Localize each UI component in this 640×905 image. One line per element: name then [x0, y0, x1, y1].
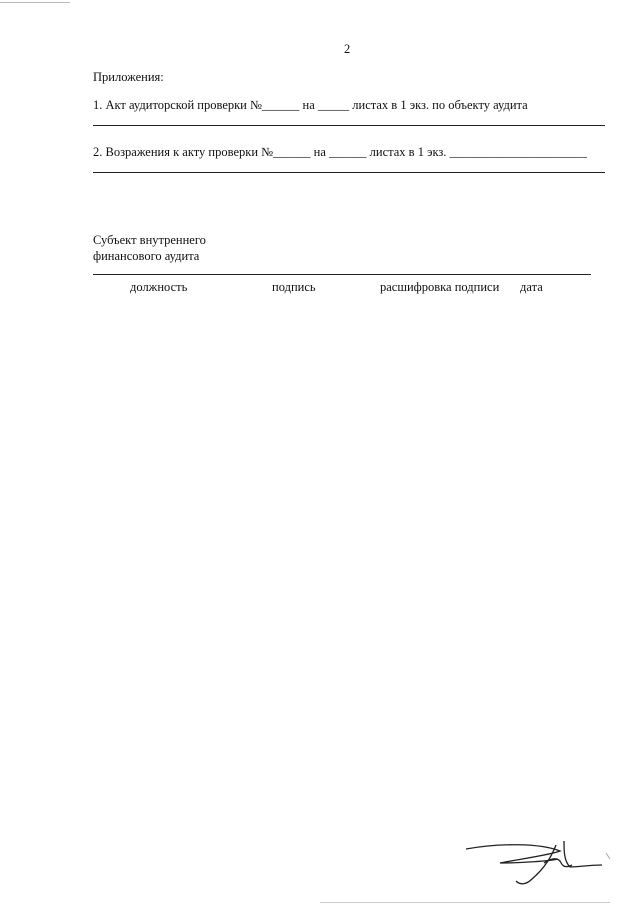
field-label-date: дата	[520, 280, 543, 294]
appendix-item-2: 2. Возражения к акту проверки №______ на ______ листах в 1 экз. ______________________	[93, 145, 588, 159]
field-label-transcript: расшифровка подписи	[380, 280, 500, 294]
signature-block-line	[93, 274, 591, 275]
subject-line-2: финансового аудита	[93, 249, 200, 263]
appendix-item-1: 1. Акт аудиторской проверки №______ на _____ листах в 1 экз. по объекту аудита	[93, 98, 528, 112]
page-number: 2	[344, 42, 351, 56]
appendix-item-1-continuation-line	[93, 125, 605, 126]
appendix-item-2-continuation-line	[93, 172, 605, 173]
handwritten-signature	[460, 835, 620, 895]
subject-line-1: Субъект внутреннего	[93, 233, 206, 247]
scan-artifact-top	[0, 2, 70, 3]
appendices-heading: Приложения:	[93, 70, 164, 84]
scan-artifact-bottom	[320, 902, 610, 903]
field-label-position: должность	[130, 280, 188, 294]
field-label-signature: подпись	[272, 280, 316, 294]
